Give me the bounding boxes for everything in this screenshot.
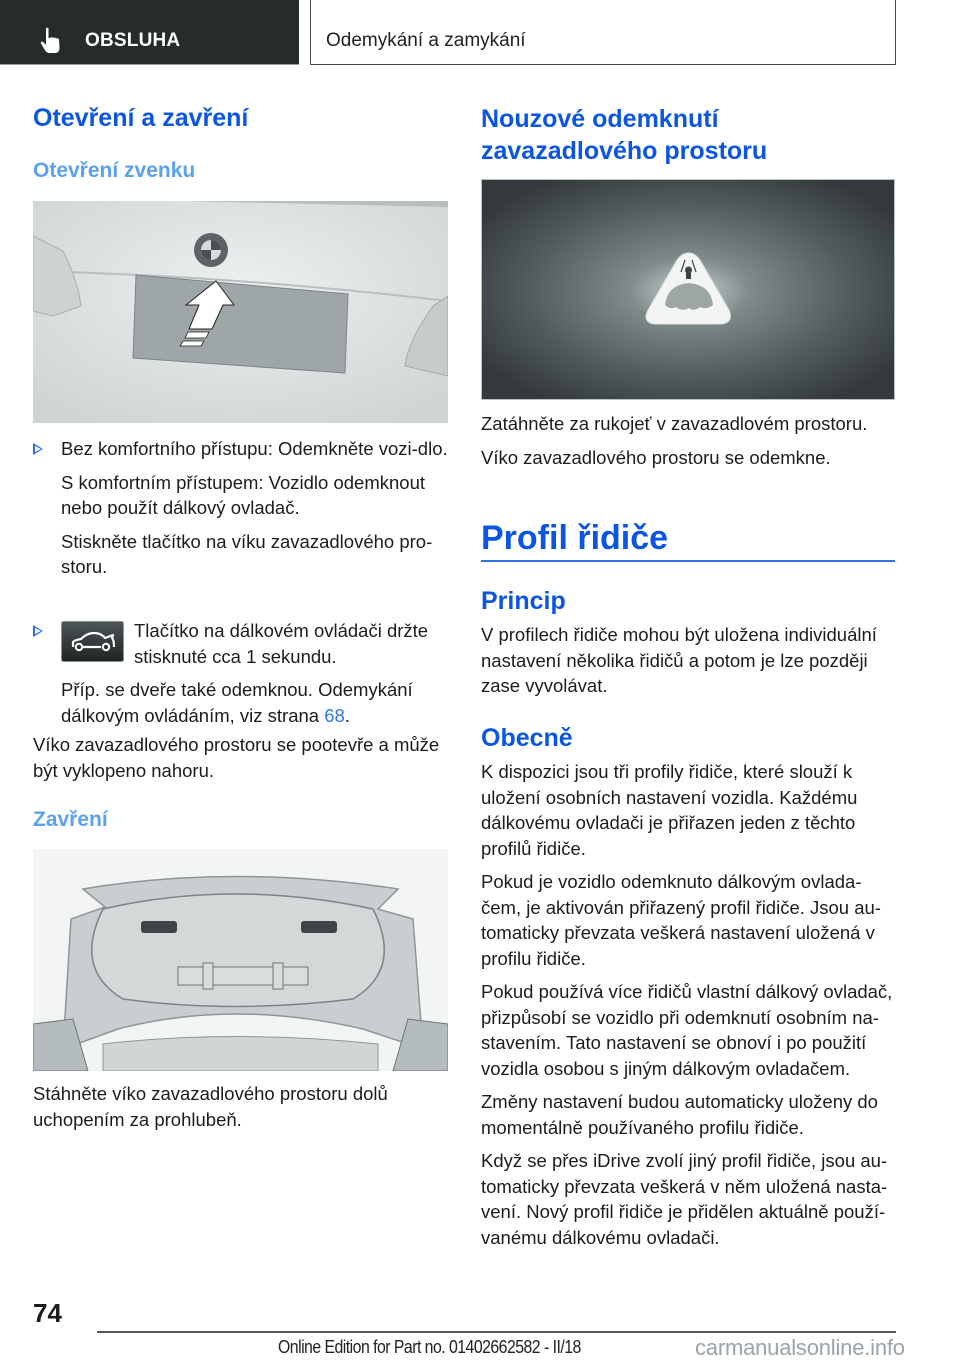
paragraph: Pokud používá více řidičů vlastní dálkový ovladač, přizpůsobí se vozidlo při odemknutí osobním na-stavením. Tato nastavení se obnoví i po použití vozidla osobou s jiným dálkovým ovladačem. (481, 981, 893, 1079)
paragraph: Když se přes iDrive zvolí jiný profil řidiče, jsou au-tomaticky převzata veškerá v něm uložená nasta-vení. Nový profil řidiče je přidělen aktuálně použí-vanému dálkovému ovladači. (481, 1150, 888, 1248)
step-text: Tlačítko na dálkovém ovládači držte stisknuté cca 1 sekundu. (134, 620, 429, 667)
footer-edition: Online Edition for Part no. 01402662582 - II/18 (278, 1337, 581, 1357)
step-text: S komfortním přístupem: Vozidlo odemknout nebo použít dálkový ovladač. (61, 471, 426, 518)
general-paragraphs (481, 759, 897, 1250)
chapter-title: Odemykání a zamykání (326, 30, 526, 51)
bullet-triangle-icon (33, 443, 43, 455)
page-number: 74 (33, 1298, 62, 1328)
step-text: Bez komfortního přístupu: Odemkněte vozi-dlo. (61, 438, 448, 459)
subheading-open-outside: Otevření zvenku (33, 159, 196, 182)
paragraph-pull-handle: Zatáhněte za rukojeť v zavazadlovém prostoru. (481, 413, 868, 434)
paragraph: K dispozici jsou tři profily řidiče, které slouží k uložení osobních nastavení vozidla. Každému dálkovému ovladači je přiřazen jeden z těchto profilů řidiče. (481, 761, 858, 859)
paragraph-principle: V profilech řidiče mohou být uložena individuální nastavení několika řidičů a potom je lze později zase vyvolávat. (481, 624, 877, 696)
note-text: Příp. se dveře také odemknou. Odemykání dálkovým ovládáním, viz strana (61, 679, 413, 726)
emergency-release-handle-illustration (481, 179, 895, 400)
section-heading-driver-profile: Profil řidiče (481, 519, 669, 557)
step-text: Stiskněte tlačítko na víku zavazadlového pro-storu. (61, 530, 433, 577)
paragraph: Změny nastavení budou automaticky uloženy do momentálně používaného profilu řidiče. (481, 1091, 878, 1138)
paragraph-close-instruction: Stáhněte víko zavazadlového prostoru dolů uchopením za prohlubeň. (33, 1083, 388, 1130)
section-heading-emergency-release: Nouzové odemknutí zavazadlového prostoru (481, 105, 768, 165)
section-tab (0, 0, 299, 65)
chapter-tab (310, 0, 896, 65)
section-heading-open-close: Otevření a zavření (33, 104, 249, 132)
open-trunk-lid-illustration (33, 849, 448, 1071)
footer-rule (97, 1331, 896, 1333)
subheading-close: Zavření (33, 808, 108, 831)
step-bullet-1 (33, 436, 449, 580)
trunk-lid-button-illustration (33, 201, 448, 423)
subheading-principle: Princip (481, 587, 566, 615)
step-note (61, 677, 449, 728)
bullet-triangle-icon (33, 625, 43, 637)
heading-rule (481, 560, 895, 562)
paragraph-lid-opens: Víko zavazadlového prostoru se pootevře a může být vyklopeno nahoru. (33, 734, 440, 781)
section-label: OBSLUHA (85, 30, 181, 51)
remote-trunk-button-icon (61, 621, 124, 662)
paragraph: Pokud je vozidlo odemknuto dálkovým ovlada-čem, je aktivován přiřazený profil řidiče. Jsou au-tomaticky převzata veškerá nastavení uložená v profilu řidiče. (481, 871, 881, 969)
step-bullet-2 (33, 618, 449, 728)
pointing-hand-icon (40, 27, 62, 54)
paragraph-lid-unlocks: Víko zavazadlového prostoru se odemkne. (481, 447, 831, 468)
note-suffix: . (344, 704, 350, 726)
subheading-general: Obecně (481, 724, 573, 752)
footer-watermark: carmanualsonline.info (695, 1335, 905, 1360)
page-link-68[interactable]: 68 (324, 704, 345, 726)
